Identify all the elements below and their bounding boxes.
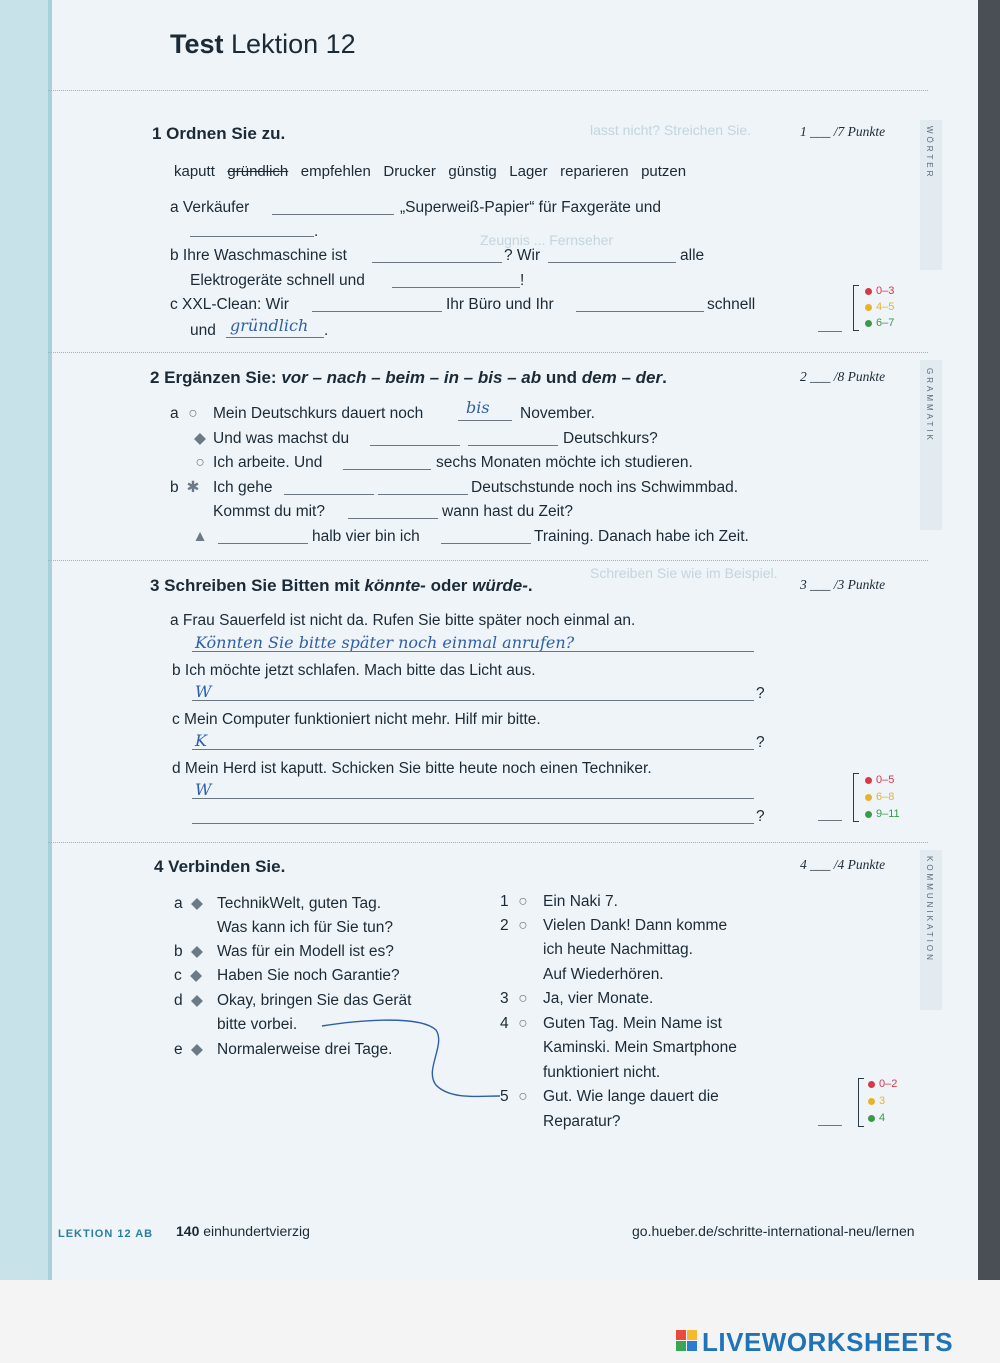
s4-left-a: a ◆: [174, 895, 203, 912]
circle-icon: ○: [195, 454, 205, 471]
s1-c-text2: Ihr Büro und Ihr: [446, 296, 554, 313]
s4-right-5: 5 ○: [500, 1088, 528, 1105]
page-edge-shadow: [978, 0, 1000, 1280]
s1-a-text: a Verkäufer: [170, 199, 250, 216]
green-dot: [868, 1115, 875, 1122]
s4-right-1-line1: Ein Naki 7.: [543, 893, 618, 910]
triangle-icon: ▲: [192, 528, 208, 545]
footer-page-word: einhundertvierzig: [203, 1223, 310, 1239]
s4-left-b: b ◆: [174, 943, 203, 960]
side-label-words: WÖRTER: [925, 126, 934, 180]
s1-b-end: !: [520, 272, 525, 289]
s2-a2-text: Und was machst du: [213, 430, 350, 447]
liveworksheets-logo-icon: [676, 1330, 698, 1352]
s2-a2-end: Deutschkurs?: [563, 430, 658, 447]
s4-right-5-line2: Reparatur?: [543, 1113, 621, 1130]
s3-b-q: ?: [756, 685, 765, 702]
s4-right-1: 1 ○: [500, 893, 528, 910]
s4-right-2-line2: ich heute Nachmittag.: [543, 941, 693, 958]
side-label-grammar: GRAMMATIK: [925, 368, 934, 443]
red-dot: [868, 1081, 875, 1088]
s4-right-2: 2 ○: [500, 917, 528, 934]
s2-b1-text: Ich gehe: [213, 479, 273, 496]
s4-left-d-line1: Okay, bringen Sie das Gerät: [217, 992, 412, 1009]
s4-right-4: 4 ○: [500, 1015, 528, 1032]
s1-a-end: .: [314, 223, 319, 240]
s3-c-answer[interactable]: K: [195, 731, 207, 750]
s4-left-d-line2: bitte vorbei.: [217, 1016, 298, 1033]
section2-score: 2 ___ /8 Punkte: [800, 369, 886, 384]
footer-url: go.hueber.de/schritte-international-neu/lernen: [632, 1223, 915, 1239]
footer-lektion: LEKTION 12 AB: [58, 1228, 154, 1240]
footer-page: [176, 1221, 310, 1241]
connector-path: [322, 1020, 500, 1096]
s1-b-text3: alle: [680, 247, 705, 264]
s4-right-4-line2: Kaminski. Mein Smartphone: [543, 1039, 737, 1056]
s4-left-c-line1: Haben Sie noch Garantie?: [217, 967, 400, 984]
star-icon: ✱: [186, 479, 200, 496]
s2-b3-end: Training. Danach habe ich Zeit.: [534, 528, 749, 545]
s3-a-answer[interactable]: Könnten Sie bitte später noch einmal anrufen?: [195, 633, 575, 652]
s4-right-4-line1: Guten Tag. Mein Name ist: [543, 1015, 722, 1032]
s2-b-letter: b ✱: [170, 478, 203, 498]
s4-right-5-line1: Gut. Wie lange dauert die: [543, 1088, 719, 1105]
s3-c-q: ?: [756, 734, 765, 751]
title-bold: Test: [170, 29, 224, 59]
s4-left-c: c ◆: [174, 967, 203, 984]
s4-left-e: e ◆: [174, 1041, 203, 1058]
s4-left-a-line1: TechnikWelt, guten Tag.: [217, 895, 381, 912]
s2-a-letter: a ○: [170, 404, 203, 424]
score-blank-4[interactable]: [818, 1125, 842, 1126]
title-rest: Lektion 12: [231, 29, 356, 59]
s2-b3-text: halb vier bin ich: [312, 528, 420, 545]
s1-c-end: .: [324, 322, 329, 339]
s1-b-text4: Elektrogeräte schnell und: [190, 272, 365, 289]
show-through-text: Schreiben Sie wie im Beispiel.: [590, 565, 778, 581]
show-through-text: lasst nicht? Streichen Sie.: [590, 122, 752, 138]
s2-b2-text: Kommst du mit?: [213, 503, 325, 520]
s1-c-text3: schnell: [707, 296, 756, 313]
yellow-dot: [868, 1098, 875, 1105]
s1-a-text2: „Superweiß-Papier“ für Faxgeräte und: [400, 199, 662, 216]
section4-heading: 4 Verbinden Sie.: [154, 857, 286, 876]
s1-c-answer[interactable]: gründlich: [230, 316, 309, 335]
s1-b-text2: ? Wir: [504, 247, 541, 264]
side-label-communication: KOMMUNIKATION: [925, 856, 934, 963]
s2-a3-text: Ich arbeite. Und: [213, 454, 323, 471]
s2-a1-text: Mein Deutschkurs dauert noch: [213, 405, 424, 422]
s2-a1-answer[interactable]: bis: [466, 398, 490, 417]
s3-d-text: d Mein Herd ist kaputt. Schicken Sie bitte heute noch einen Techniker.: [172, 760, 652, 777]
circle-icon: ○: [188, 405, 198, 422]
s2-a3-end: sechs Monaten möchte ich studieren.: [436, 454, 693, 471]
section1-heading: 1 Ordnen Sie zu.: [152, 124, 286, 143]
s1-b-text: b Ihre Waschmaschine ist: [170, 247, 347, 264]
diamond-icon: ◆: [194, 430, 206, 447]
s3-b-text: b Ich möchte jetzt schlafen. Mach bitte das Licht aus.: [172, 662, 536, 679]
liveworksheets-watermark: LIVEWORKSHEETS: [702, 1327, 954, 1357]
show-through-text: Zeugnis ... Fernseher: [480, 232, 614, 248]
word-bank: kaputt gründlich empfehlen Drucker günstig Lager reparieren putzen: [174, 163, 687, 180]
s2-a1-end: November.: [520, 405, 595, 422]
s4-left-a-line2: Was kann ich für Sie tun?: [217, 919, 394, 936]
legend3: 0–5 6–8 9–11: [865, 772, 900, 823]
s4-right-3-line1: Ja, vier Monate.: [543, 990, 654, 1007]
s4-right-2-line3: Auf Wiederhören.: [543, 966, 664, 983]
s3-d-answer[interactable]: W: [195, 780, 212, 799]
s4-left-e-line1: Normalerweise drei Tage.: [217, 1041, 393, 1058]
legend4: 0–2 3 4: [868, 1076, 897, 1127]
s2-b2-end: wann hast du Zeit?: [442, 503, 573, 520]
s3-d-q: ?: [756, 808, 765, 825]
legend1: 0–3 4–5 6–7: [865, 283, 894, 331]
section2-heading: 2 Ergänzen Sie: vor – nach – beim – in – bis – ab und dem – der.: [150, 368, 667, 387]
s4-right-2-line1: Vielen Dank! Dann komme: [543, 917, 728, 934]
s4-right-4-line3: funktioniert nicht.: [543, 1064, 661, 1081]
legend4-bracket: [858, 1078, 864, 1127]
section3-score: 3 ___ /3 Punkte: [800, 577, 886, 592]
section4-score: 4 ___ /4 Punkte: [800, 857, 886, 872]
s1-c-text4: und: [190, 322, 216, 339]
s1-c-text: c XXL-Clean: Wir: [170, 296, 289, 313]
section1-score: 1 ___ /7 Punkte: [800, 124, 886, 139]
s3-c-text: c Mein Computer funktioniert nicht mehr. Hilf mir bitte.: [172, 711, 541, 728]
s4-left-b-line1: Was für ein Modell ist es?: [217, 943, 394, 960]
footer-page-num: 140: [176, 1223, 200, 1239]
s2-b1-end: Deutschstunde noch ins Schwimmbad.: [471, 479, 739, 496]
s3-a-text: a Frau Sauerfeld ist nicht da. Rufen Sie bitte später noch einmal an.: [170, 612, 636, 629]
s4-left-d: d ◆: [174, 992, 203, 1009]
s4-right-3: 3 ○: [500, 990, 528, 1007]
s3-b-answer[interactable]: W: [195, 682, 212, 701]
section3-heading: 3 Schreiben Sie Bitten mit könnte- oder würde-.: [150, 576, 533, 595]
